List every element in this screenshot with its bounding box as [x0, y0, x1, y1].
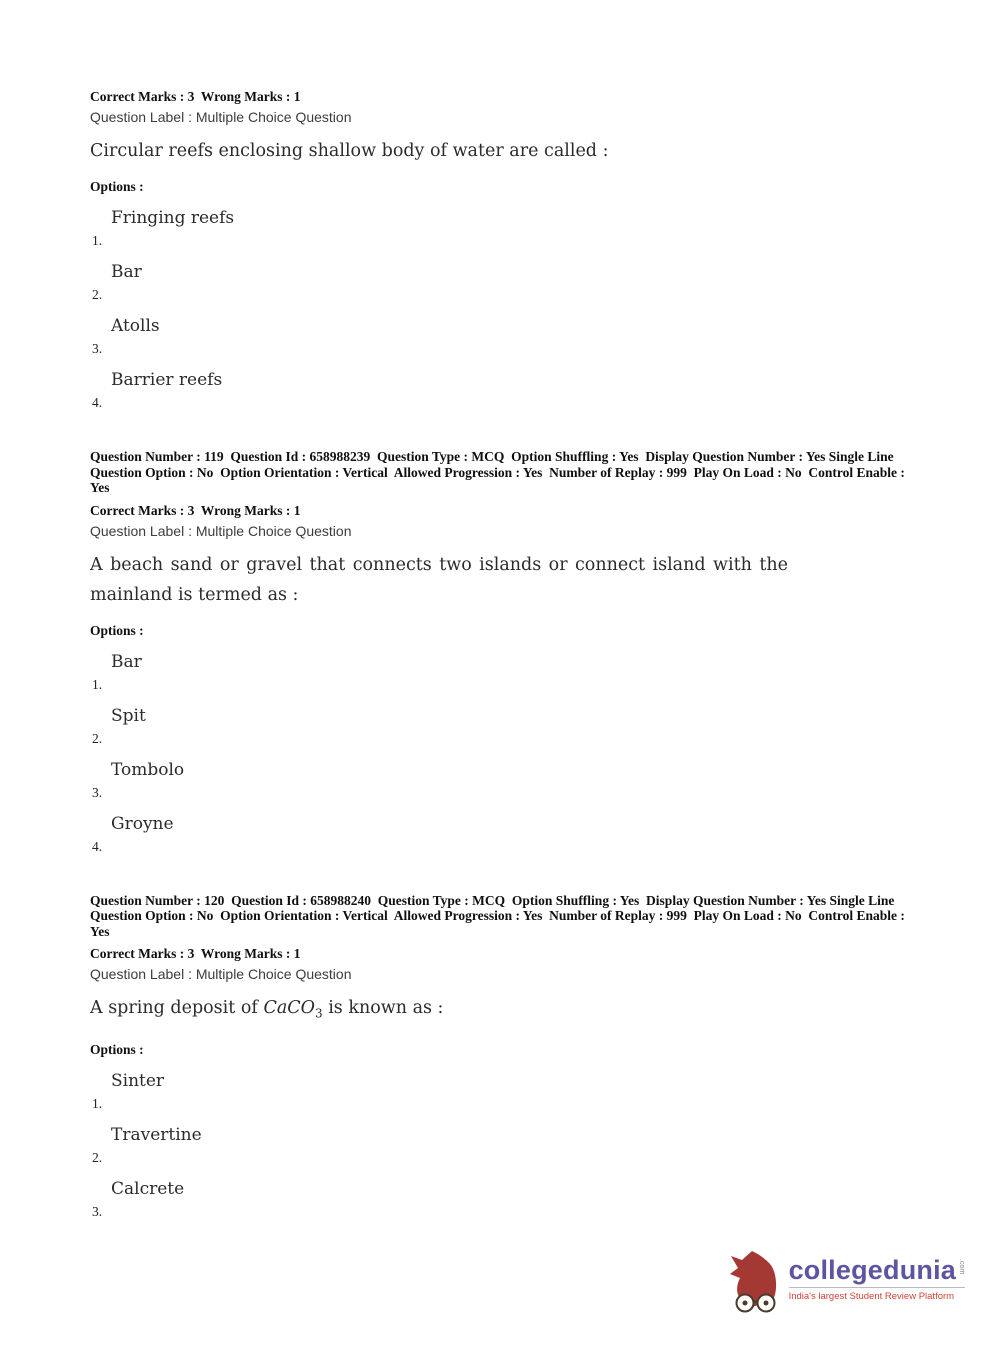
option-row — [90, 1070, 909, 1112]
chemical-formula: CaCO — [263, 998, 315, 1018]
logo-brand-text: collegedunia — [788, 1255, 956, 1285]
option-row — [90, 207, 909, 249]
option-row — [90, 705, 909, 747]
option-number: 3. — [92, 1203, 103, 1219]
question-meta: Question Number : 119 Question Id : 658988239 Question Type : MCQ Option Shuffling : Yes Display Question Number : Yes Single Line Question Option : No Option Orientation : Vertical Allowed Progression : Yes Number of Replay : 999 Play On Load : No Control Enable : Yes — [90, 449, 908, 495]
question-block-1 — [90, 88, 909, 411]
logo-tagline: India's largest Student Review Platform — [789, 1287, 965, 1302]
question-text: Circular reefs enclosing shallow body of water are called : — [90, 141, 609, 161]
question-block-3 — [90, 893, 909, 1220]
question-label: Question Label : Multiple Choice Question — [90, 109, 352, 125]
option-number: 3. — [92, 341, 103, 356]
question-text: A beach sand or gravel that connects two islands or connect island with the mainland is termed as : — [90, 554, 788, 605]
option-label: Atolls — [111, 316, 160, 336]
option-number: 1. — [92, 676, 103, 692]
question-text — [90, 993, 788, 1029]
option-number: 4. — [92, 395, 103, 410]
option-number: 3. — [92, 784, 103, 800]
option-number: 2. — [92, 1149, 103, 1165]
option-number: 1. — [92, 233, 103, 248]
options-title: Options : — [90, 1041, 144, 1057]
options-title: Options : — [90, 622, 144, 638]
option-row — [90, 1178, 909, 1220]
question-label: Question Label : Multiple Choice Question — [90, 966, 352, 982]
question-text-suffix: is known as : — [322, 998, 444, 1018]
option-row — [90, 315, 909, 357]
logo-com-suffix: .com — [958, 1259, 965, 1275]
question-block-2 — [90, 449, 909, 855]
chemical-formula-subscript: 3 — [315, 1006, 323, 1021]
question-meta: Question Number : 120 Question Id : 658988240 Question Type : MCQ Option Shuffling : Yes Display Question Number : Yes Single Line Question Option : No Option Orientation : Vertical Allowed Progression : Yes Number of Replay : 999 Play On Load : No Control Enable : Yes — [90, 892, 908, 939]
question-marks: Correct Marks : 3 Wrong Marks : 1 — [90, 502, 301, 518]
question-text-prefix: A spring deposit of — [90, 998, 264, 1018]
option-label: Travertine — [111, 1124, 202, 1145]
collegedunia-mascot-icon — [728, 1250, 780, 1314]
option-label: Fringing reefs — [111, 208, 235, 228]
collegedunia-logo — [728, 1250, 965, 1314]
option-row — [90, 261, 909, 303]
option-label: Bar — [111, 651, 142, 672]
logo-text-block — [789, 1256, 965, 1302]
option-label: Groyne — [111, 813, 174, 834]
question-marks: Correct Marks : 3 Wrong Marks : 1 — [90, 89, 301, 104]
question-marks: Correct Marks : 3 Wrong Marks : 1 — [90, 946, 301, 961]
option-number: 1. — [92, 1095, 103, 1111]
option-number: 2. — [92, 287, 103, 302]
option-row — [90, 369, 909, 411]
option-label: Tombolo — [111, 759, 185, 780]
options-title: Options : — [90, 179, 144, 194]
option-number: 2. — [92, 730, 103, 746]
question-label: Question Label : Multiple Choice Question — [90, 522, 352, 539]
option-row — [90, 651, 909, 693]
option-row — [90, 1124, 909, 1166]
option-number: 4. — [92, 838, 103, 854]
option-label: Calcrete — [111, 1178, 185, 1199]
option-label: Barrier reefs — [111, 370, 223, 390]
option-row — [90, 759, 909, 801]
option-label: Spit — [111, 705, 146, 726]
option-label: Bar — [111, 262, 142, 282]
option-row — [90, 813, 909, 855]
logo-brand-row — [789, 1256, 965, 1284]
option-label: Sinter — [111, 1070, 165, 1091]
